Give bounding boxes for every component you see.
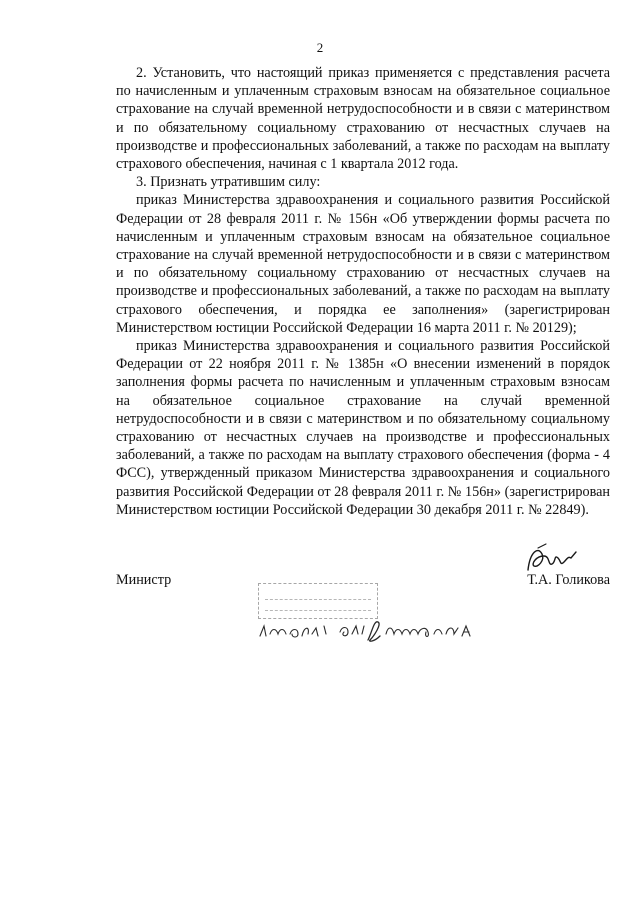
paragraph-item-2: 2. Установить, что настоящий приказ применяется с представления расчета по начисленным и уплаченным страховым взносам на обязательное социальное страхование на случай временной нетрудоспособности и в связи с материнством и по обязательному социальному страхованию от несчастных случаев на производстве и профессиональных заболеваний, а также по расходам на выплату страхового обеспечения, начиная с 1 квартала 2012 года. <box>116 65 610 173</box>
document-body <box>116 64 610 519</box>
paragraph-repealed-order-1385n: приказ Министерства здравоохранения и социального развития Российской Федерации от 22 ноября 2011 г. № 1385н «О внесении изменений в порядок заполнения формы расчета по начисленным и уплаченным страховым взносам на обязательное социальное страхование на случай временной нетрудоспособности и в связи с материнством и по обязательному социальному страхованию от несчастных случаев на производстве и профессиональных заболеваний, а также по расходам на выплату страхового обеспечения (форма - 4 ФСС), утвержденный приказом Министерства здравоохранения и социального развития Российской Федерации от 28 февраля 2011 г. № 156н» (зарегистрирован Министерством юстиции Российской Федерации 30 декабря 2011 г. № 22849). <box>116 338 610 518</box>
paragraph-item-3-heading: 3. Признать утратившим силу: <box>136 174 321 191</box>
handwritten-note-icon <box>256 614 486 648</box>
paragraph-repealed-order-156n: приказ Министерства здравоохранения и социального развития Российской Федерации от 28 февраля 2011 г. № 156н «Об утверждении формы расчета по начисленным и уплаченным страховым взносам на обязательное социальное страхование на случай временной нетрудоспособности и в связи с материнством и по обязательному социальному страхованию от несчастных случаев на производстве и профессиональных заболеваний, а также по расходам на выплату страхового обеспечения, и порядка ее заполнения» (зарегистрирован Министерством юстиции Российской Федерации 16 марта 2011 г. № 20129); <box>116 192 610 336</box>
signatory-title: Министр <box>116 572 172 588</box>
page-number: 2 <box>316 40 324 55</box>
signatory-name: Т.А. Голикова <box>527 572 610 588</box>
